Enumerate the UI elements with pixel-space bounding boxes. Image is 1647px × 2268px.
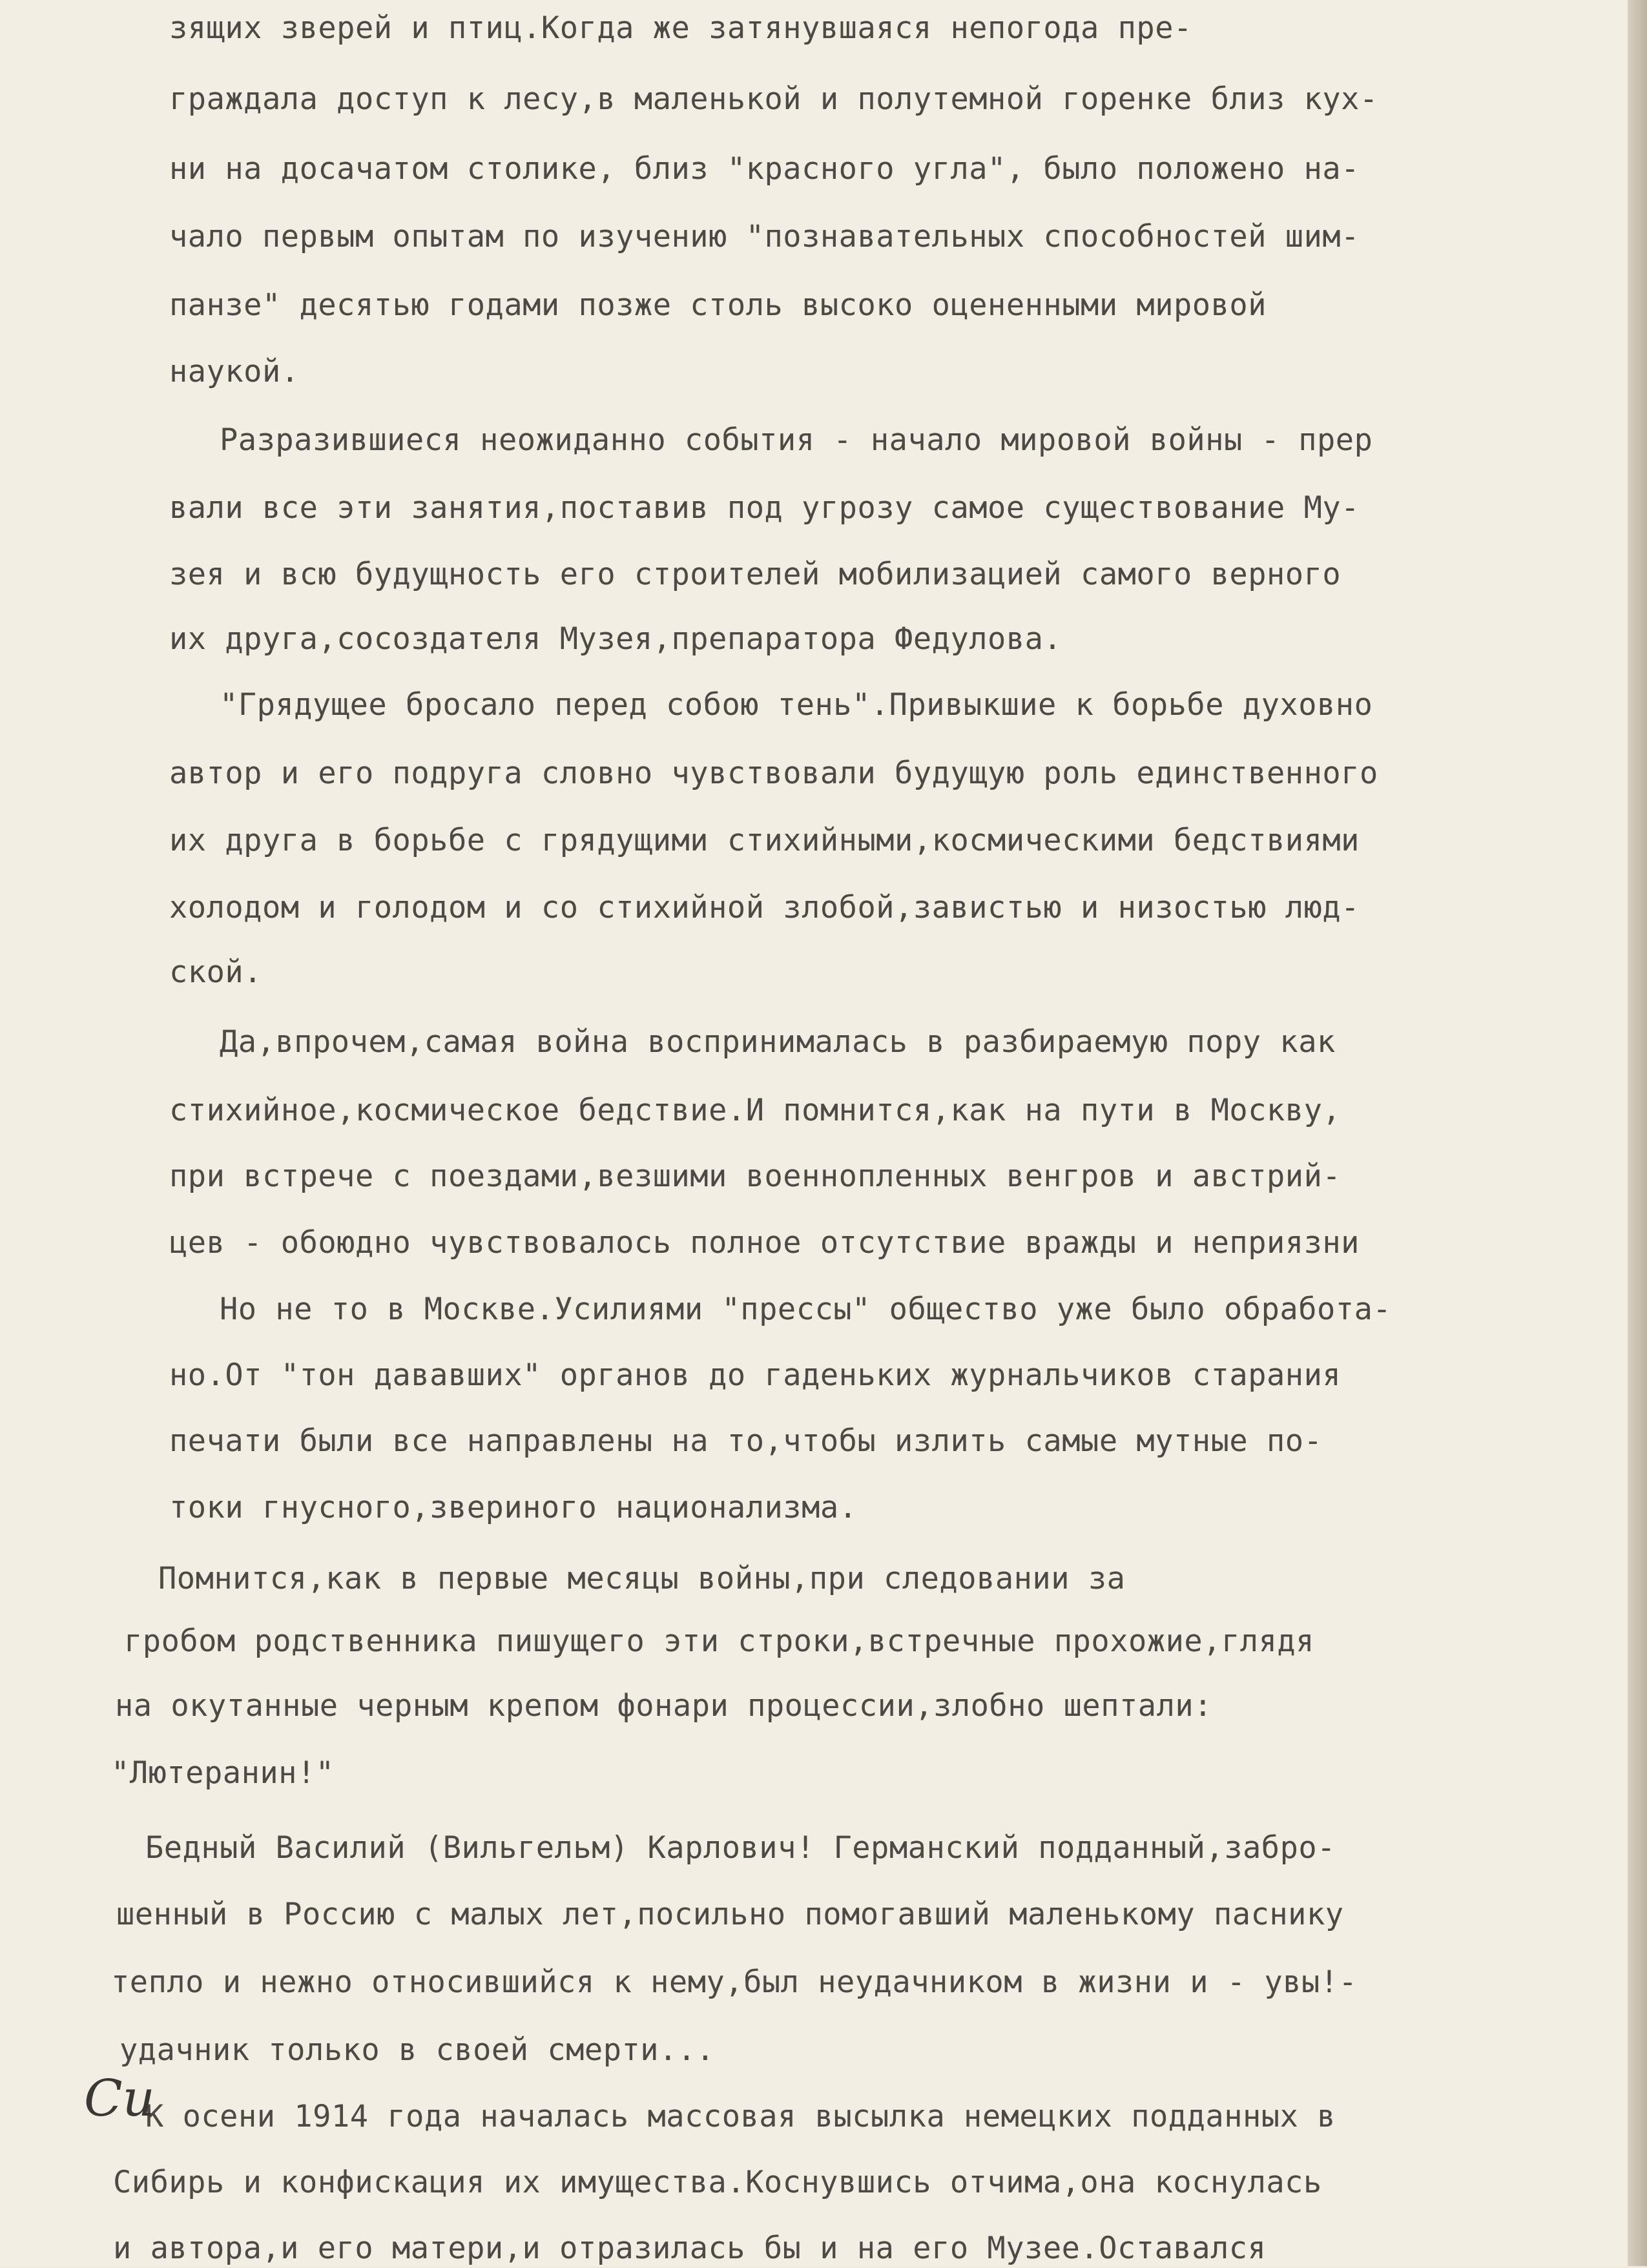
text-line: удачник только в своей смерти... (119, 2032, 715, 2068)
text-line: их друга в борьбе с грядущими стихийными,космическими бедствиями (169, 823, 1360, 858)
text-line: наукой. (169, 354, 300, 389)
text-line: Сибирь и конфискация их имущества.Коснувшись отчима,она коснулась (113, 2165, 1322, 2200)
text-line: "Грядущее бросало перед собою тень".Привыкшие к борьбе духовно (220, 687, 1373, 723)
text-line: печати были все направлены на то,чтобы излить самые мутные по- (169, 1423, 1323, 1459)
text-line: Разразившиеся неожиданно события - начало мировой войны - прер (220, 422, 1373, 458)
page-edge (1628, 0, 1647, 2266)
text-line: и автора,и его матери,и отразилась бы и на его Музее.Оставался (113, 2231, 1267, 2266)
text-line: при встрече с поездами,везшими военнопленных венгров и австрий- (169, 1159, 1341, 1194)
text-line: К осени 1914 года началась массовая высылка немецких подданных в (145, 2099, 1336, 2134)
text-line: ни на досачатом столике, близ "красного угла", было положено на- (169, 151, 1360, 187)
text-line: тепло и нежно относившийся к нему,был неудачником в жизни и - увы!- (111, 1964, 1358, 2000)
text-line: их друга,сосоздателя Музея,препаратора Федулова. (169, 621, 1062, 657)
text-line: чало первым опытам по изучению "познавательных способностей шим- (169, 219, 1360, 254)
text-line: зея и всю будущность его строителей мобилизацией самого верного (169, 557, 1341, 592)
text-line: Помнится,как в первые месяцы войны,при следовании за (158, 1561, 1126, 1596)
text-line: гробом родственника пишущего эти строки,встречные прохожие,глядя (124, 1624, 1314, 1659)
text-line: на окутанные черным крепом фонари процессии,злобно шептали: (115, 1688, 1212, 1724)
text-line: но.От "тон дававших" органов до гаденьких журнальчиков старания (169, 1357, 1341, 1393)
text-line: Но не то в Москве.Усилиями "прессы" общество уже было обработа- (220, 1292, 1392, 1327)
handwritten-annotation: Си (84, 2070, 155, 2128)
text-line: цев - обоюдно чувствовалось полное отсутствие вражды и неприязни (169, 1225, 1360, 1261)
text-line: Да,впрочем,самая война воспринималась в разбираемую пору как (220, 1024, 1336, 1060)
text-line: шенный в Россию с малых лет,посильно помогавший маленькому паснику (116, 1897, 1344, 1932)
text-line: зящих зверей и птиц.Когда же затянувшаяся непогода пре- (169, 10, 1192, 46)
text-line: вали все эти занятия,поставив под угрозу самое существование Му- (169, 490, 1360, 526)
text-line: "Лютеранин!" (111, 1755, 335, 1791)
text-line: граждала доступ к лесу,в маленькой и полутемной горенке близ кух- (169, 81, 1378, 117)
text-line: холодом и голодом и со стихийной злобой,завистью и низостью люд- (169, 890, 1360, 925)
text-line: токи гнусного,звериного национализма. (169, 1490, 858, 1525)
text-line: стихийное,космическое бедствие.И помнится,как на пути в Москву, (169, 1093, 1341, 1128)
text-line: автор и его подруга словно чувствовали будущую роль единственного (169, 756, 1378, 791)
text-line: ской. (169, 954, 262, 990)
text-line: панзе" десятью годами позже столь высоко оцененными мировой (169, 287, 1267, 323)
text-line: Бедный Василий (Вильгельм) Карлович! Германский подданный,забро- (145, 1830, 1336, 1866)
